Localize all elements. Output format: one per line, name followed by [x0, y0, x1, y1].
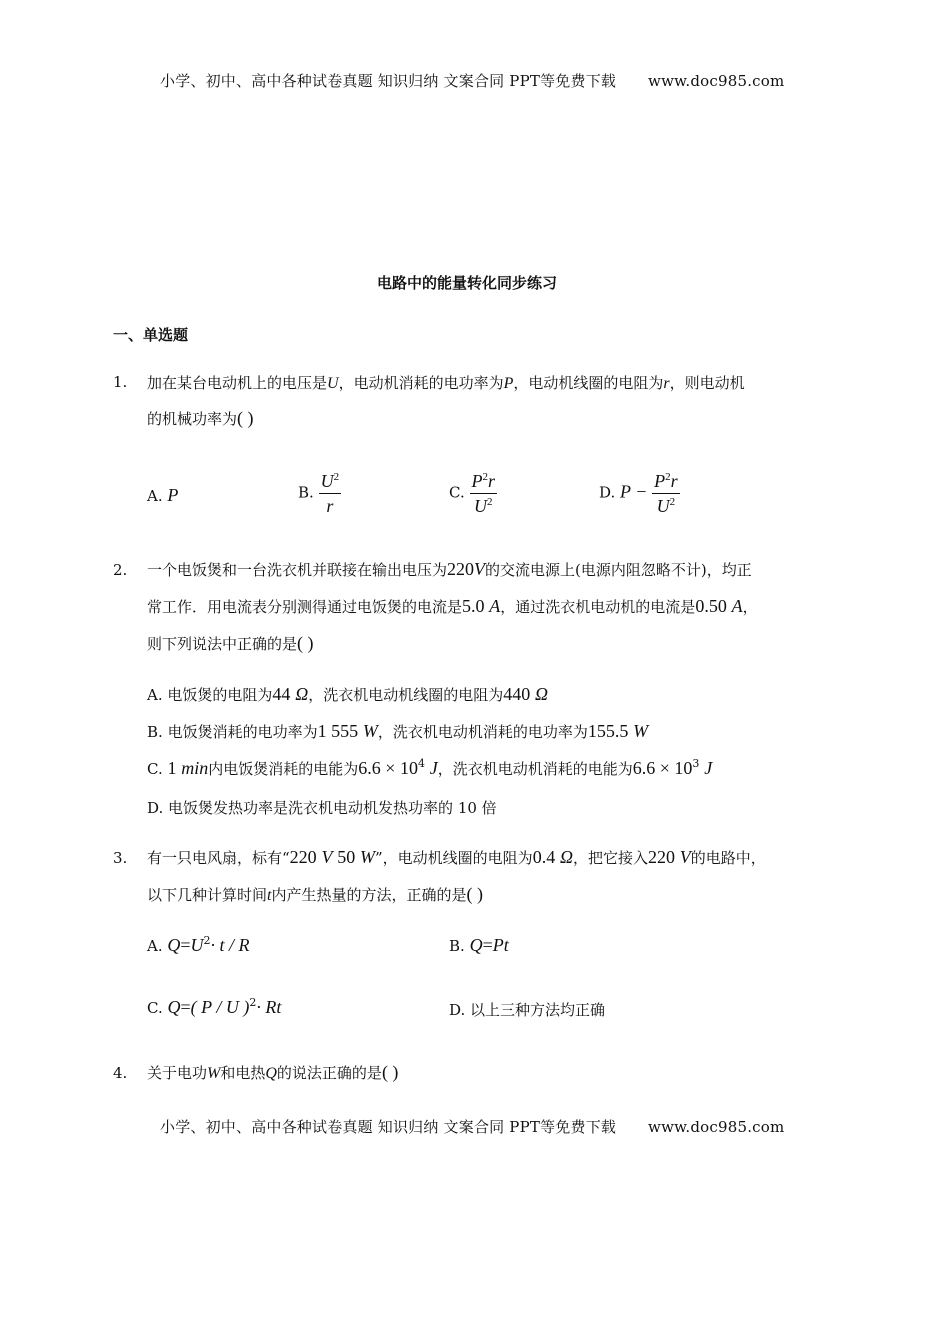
option-text: ，洗衣机电动机线圈的电阻为 [308, 686, 504, 704]
stem-text: ， [742, 598, 758, 616]
question-stem-line-2 [147, 596, 758, 617]
option-a[interactable] [147, 485, 178, 506]
option-label: B. [147, 723, 163, 741]
unit: W [633, 721, 649, 741]
answer-paren: ( ) [237, 408, 254, 428]
unit: Ω [535, 684, 549, 704]
stem-text: 以下几种计算时间 [147, 886, 268, 904]
var-p: P [503, 375, 514, 392]
exponent: 2 [665, 471, 671, 483]
stem-text: ，均正 [706, 561, 752, 579]
question-number: 3. [113, 849, 128, 867]
option-label: C. [147, 999, 163, 1017]
option-label: A. [147, 937, 163, 955]
value: 220 [447, 559, 475, 579]
unit: W [362, 721, 378, 741]
option-b[interactable] [147, 721, 648, 742]
value: 6.6 × 10 [358, 758, 418, 778]
page-footer [160, 1116, 784, 1137]
value: 155.5 [587, 721, 629, 741]
stem-text: 有一只电风扇，标有“ [147, 849, 290, 867]
var-q: Q [265, 1065, 277, 1082]
formula-part: Pt [492, 935, 509, 955]
formula-part: U [190, 935, 204, 955]
value: 440 [503, 684, 531, 704]
answer-paren: ( ) [381, 1062, 399, 1082]
exponent: 2 [249, 996, 257, 1009]
question-number: 1. [113, 373, 128, 391]
unit: W [360, 847, 376, 867]
var-r: r [663, 375, 670, 392]
denominator: r [326, 496, 334, 516]
numerator: P [654, 471, 666, 491]
formula-part: Q [167, 997, 181, 1017]
numerator: U [320, 471, 334, 491]
question-number: 2. [113, 561, 128, 579]
stem-text: 加在某台电动机上的电压是 [147, 374, 328, 392]
stem-text: 的说法正确的是 [276, 1064, 382, 1082]
denominator: U [656, 496, 670, 516]
unit: Ω [295, 684, 309, 704]
header-text: 小学、初中、高中各种试卷真题 知识归纳 文案合同 PPT等免费下载 [160, 72, 617, 90]
option-text: ，洗衣机电动机消耗的电功率为 [377, 723, 588, 741]
stem-text: 一个电饭煲和一台洗衣机并联接在输出电压为 [147, 561, 448, 579]
answer-paren: ( ) [297, 633, 314, 653]
option-c[interactable] [147, 758, 712, 779]
option-label: B. [449, 937, 465, 955]
option-text: 电饭煲消耗的电功率为 [167, 723, 318, 741]
option-label: A. [147, 686, 163, 704]
stem-text: (电源内阻忽略不计) [575, 561, 707, 579]
formula-part: Q [469, 935, 483, 955]
stem-text: 的电路中， [690, 849, 766, 867]
option-label: B. [298, 483, 314, 502]
value: 44 [272, 684, 291, 704]
unit: A [731, 596, 743, 616]
stem-text: 常工作．用电流表分别测得通过电饭煲的电流是 [147, 598, 463, 616]
option-a[interactable] [147, 935, 250, 956]
fraction [470, 470, 498, 517]
value: 50 [337, 847, 356, 867]
var-t: t [267, 887, 272, 904]
question-number: 4. [113, 1064, 128, 1082]
denominator: U [474, 496, 487, 516]
option-text: 内电饭煲消耗的电能为 [208, 760, 359, 778]
stem-text: 内产生热量的方法，正确的是 [271, 886, 467, 904]
option-formula: P [167, 485, 179, 505]
question-stem-line-2 [147, 884, 483, 905]
option-text: 电饭煲的电阻为 [167, 686, 273, 704]
numerator-r: r [670, 471, 678, 491]
exponent: 2 [669, 496, 676, 508]
option-d[interactable] [449, 999, 605, 1020]
answer-paren: ( ) [466, 884, 483, 904]
formula-part: Q [167, 935, 181, 955]
footer-site: www.doc985.com [648, 1118, 785, 1136]
question-stem-line-3 [147, 633, 314, 654]
fraction [319, 470, 342, 517]
exponent: 4 [417, 757, 425, 770]
question-stem-line-1 [147, 847, 766, 868]
unit: V [474, 559, 486, 579]
question-stem-line-1 [147, 1062, 398, 1083]
unit: A [489, 596, 501, 616]
option-d[interactable] [599, 470, 680, 517]
formula-part: = [180, 935, 191, 955]
page-title: 电路中的能量转化同步练习 [377, 274, 558, 292]
option-label: D. [147, 799, 164, 817]
section-heading: 一、单选题 [113, 326, 189, 344]
option-label: C. [147, 760, 163, 778]
option-c[interactable] [449, 470, 497, 517]
option-text: ，洗衣机电动机消耗的电能为 [437, 760, 633, 778]
numerator: P [471, 471, 483, 491]
fraction [652, 470, 680, 517]
formula-part: = [180, 997, 191, 1017]
stem-text: ，电动机线圈的电阻为 [513, 374, 664, 392]
var-w: W [207, 1065, 221, 1082]
option-label: A. [147, 487, 163, 505]
stem-text: 则下列说法中正确的是 [147, 635, 298, 653]
unit: J [429, 758, 438, 778]
exponent: 3 [692, 757, 700, 770]
stem-text: ，则电动机 [669, 374, 745, 392]
stem-text: 关于电功 [147, 1064, 208, 1082]
unit: min [181, 758, 209, 778]
value: 220 [648, 847, 676, 867]
option-d[interactable] [147, 797, 497, 818]
formula-part: · Rt [256, 997, 282, 1017]
formula-part: = [482, 935, 493, 955]
stem-text: 和电热 [220, 1064, 266, 1082]
stem-text: ，把它接入 [573, 849, 649, 867]
value: 0.4 [532, 847, 556, 867]
unit: V [321, 847, 333, 867]
stem-text: ，电动机消耗的电功率为 [338, 374, 504, 392]
stem-text: 的交流电源上 [485, 561, 576, 579]
header-site: www.doc985.com [648, 72, 785, 90]
value: 5.0 [462, 596, 485, 616]
value: 1 555 [317, 721, 359, 741]
numerator-r: r [488, 471, 496, 491]
value: 0.50 [695, 596, 727, 616]
stem-text: 的机械功率为 [147, 410, 238, 428]
value: 220 [289, 847, 317, 867]
stem-text: ”，电动机线圈的电阻为 [375, 849, 533, 867]
option-b[interactable] [449, 935, 509, 956]
option-label: C. [449, 483, 465, 502]
question-stem-line-2 [147, 408, 254, 429]
value: 1 [167, 758, 177, 778]
option-b[interactable] [298, 470, 341, 517]
question-stem-line-1 [147, 372, 745, 393]
formula-part: ( P / U ) [190, 997, 250, 1017]
exponent: 2 [203, 934, 211, 947]
option-label: D. [449, 1001, 466, 1019]
option-a[interactable] [147, 684, 548, 705]
option-label: D. [599, 483, 616, 502]
option-text: 以上三种方法均正确 [470, 1001, 606, 1019]
exponent: 2 [487, 496, 493, 508]
stem-text: ，通过洗衣机电动机的电流是 [500, 598, 696, 616]
option-text: 电饭煲发热功率是洗衣机电动机发热功率的 10 倍 [168, 799, 497, 817]
page-header [160, 70, 784, 91]
footer-text: 小学、初中、高中各种试卷真题 知识归纳 文案合同 PPT等免费下载 [160, 1118, 617, 1136]
unit: Ω [559, 847, 573, 867]
option-formula: P − [620, 481, 648, 502]
exponent: 2 [482, 471, 488, 483]
formula-part: · t / R [210, 935, 250, 955]
unit: J [704, 758, 713, 778]
question-stem-line-1 [147, 559, 752, 580]
unit: V [679, 847, 691, 867]
var-u: U [327, 375, 339, 392]
option-c[interactable] [147, 997, 281, 1018]
exponent: 2 [333, 471, 340, 483]
value: 6.6 × 10 [632, 758, 693, 778]
